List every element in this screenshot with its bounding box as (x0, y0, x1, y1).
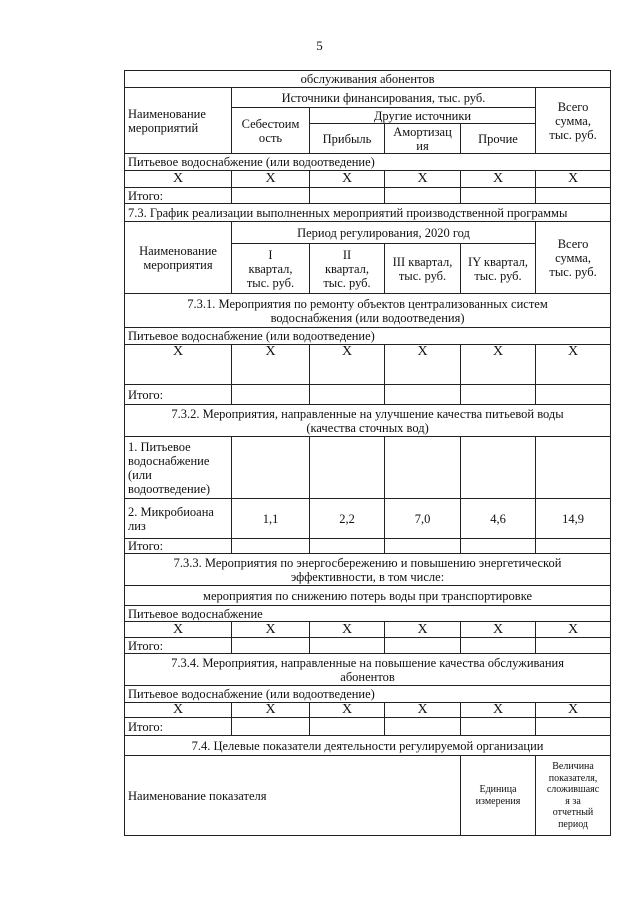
group-label: Питьевое водоснабжение (125, 606, 611, 622)
period-header: Период регулирования, 2020 год (232, 222, 536, 244)
q1-header: I квартал, тыс. руб. (232, 244, 310, 294)
other-header: Прочие (461, 124, 536, 154)
item-microbioanalysis: 2. Микробиоана лиз (125, 499, 232, 539)
x-cell: Х (232, 703, 310, 718)
x-cell: Х (461, 345, 536, 385)
page-number: 5 (316, 38, 323, 53)
name-column-header: Наименование мероприятий (125, 88, 232, 154)
x-cell: Х (385, 345, 461, 385)
x-cell: Х (310, 345, 385, 385)
total-label: Итого: (125, 385, 232, 405)
indicator-name-header: Наименование показателя (125, 756, 461, 836)
x-cell: Х (385, 622, 461, 638)
item-drinking-water: 1. Питьевое водоснабжение (или водоотведение) (125, 437, 232, 499)
x-cell: Х (125, 703, 232, 718)
x-cell: Х (461, 171, 536, 188)
x-cell: Х (461, 622, 536, 638)
x-cell: Х (232, 622, 310, 638)
x-cell: Х (125, 171, 232, 188)
total-label: Итого: (125, 718, 232, 736)
total-label: Итого: (125, 638, 232, 654)
x-cell: Х (232, 171, 310, 188)
unit-header: Единица измерения (461, 756, 536, 836)
q3-header: III квартал, тыс. руб. (385, 244, 461, 294)
cost-price-header: Себестоим ость (232, 108, 310, 154)
event-name-header: Наименование мероприятия (125, 222, 232, 294)
section-7-3-2-title: 7.3.2. Мероприятия, направленные на улучшение качества питьевой воды (качества сточных вод) (125, 405, 611, 437)
value-q1: 1,1 (232, 499, 310, 539)
x-cell: Х (461, 703, 536, 718)
x-cell: Х (536, 703, 611, 718)
group-label: Питьевое водоснабжение (или водоотведение) (125, 154, 611, 171)
x-cell: Х (232, 345, 310, 385)
value-q3: 7,0 (385, 499, 461, 539)
x-cell: Х (385, 703, 461, 718)
x-cell: Х (310, 171, 385, 188)
x-cell: Х (125, 622, 232, 638)
total-column-header: Всего сумма, тыс. руб. (536, 88, 611, 154)
value-total: 14,9 (536, 499, 611, 539)
section-7-3-1-title: 7.3.1. Мероприятия по ремонту объектов централизованных систем водоснабжения (или водоотведения) (125, 294, 611, 328)
section-7-3-3-title: 7.3.3. Мероприятия по энергосбережению и повышению энергетической эффективности, в том числе: (125, 554, 611, 586)
x-cell: Х (385, 171, 461, 188)
total-label: Итого: (125, 539, 232, 554)
group-label: Питьевое водоснабжение (или водоотведение) (125, 328, 611, 345)
value-q4: 4,6 (461, 499, 536, 539)
other-sources-header: Другие источники (310, 108, 536, 124)
x-cell: Х (310, 622, 385, 638)
section-7-3-title: 7.3. График реализации выполненных мероприятий производственной программы (125, 204, 611, 222)
section-7-3-4-title: 7.3.4. Мероприятия, направленные на повышение качества обслуживания абонентов (125, 654, 611, 686)
value-q2: 2,2 (310, 499, 385, 539)
section-header-tail: обслуживания абонентов (125, 71, 611, 88)
section-7-4-title: 7.4. Целевые показатели деятельности регулируемой организации (125, 736, 611, 756)
group-label: Питьевое водоснабжение (или водоотведение) (125, 686, 611, 703)
funding-sources-header: Источники финансирования, тыс. руб. (232, 88, 536, 108)
x-cell: Х (125, 345, 232, 385)
q2-header: II квартал, тыс. руб. (310, 244, 385, 294)
section-7-3-3-subtitle: мероприятия по снижению потерь воды при транспортировке (125, 586, 611, 606)
x-cell: Х (310, 703, 385, 718)
amortization-header: Амортизац ия (385, 124, 461, 154)
total-sum-header: Всего сумма, тыс. руб. (536, 222, 611, 294)
profit-header: Прибыль (310, 124, 385, 154)
program-table (124, 70, 611, 836)
total-label: Итого: (125, 188, 232, 204)
indicator-value-header: Величина показателя, сложившаяс я за отчетный период (536, 756, 611, 836)
x-cell: Х (536, 345, 611, 385)
x-cell: Х (536, 171, 611, 188)
x-cell: Х (536, 622, 611, 638)
q4-header: IY квартал, тыс. руб. (461, 244, 536, 294)
